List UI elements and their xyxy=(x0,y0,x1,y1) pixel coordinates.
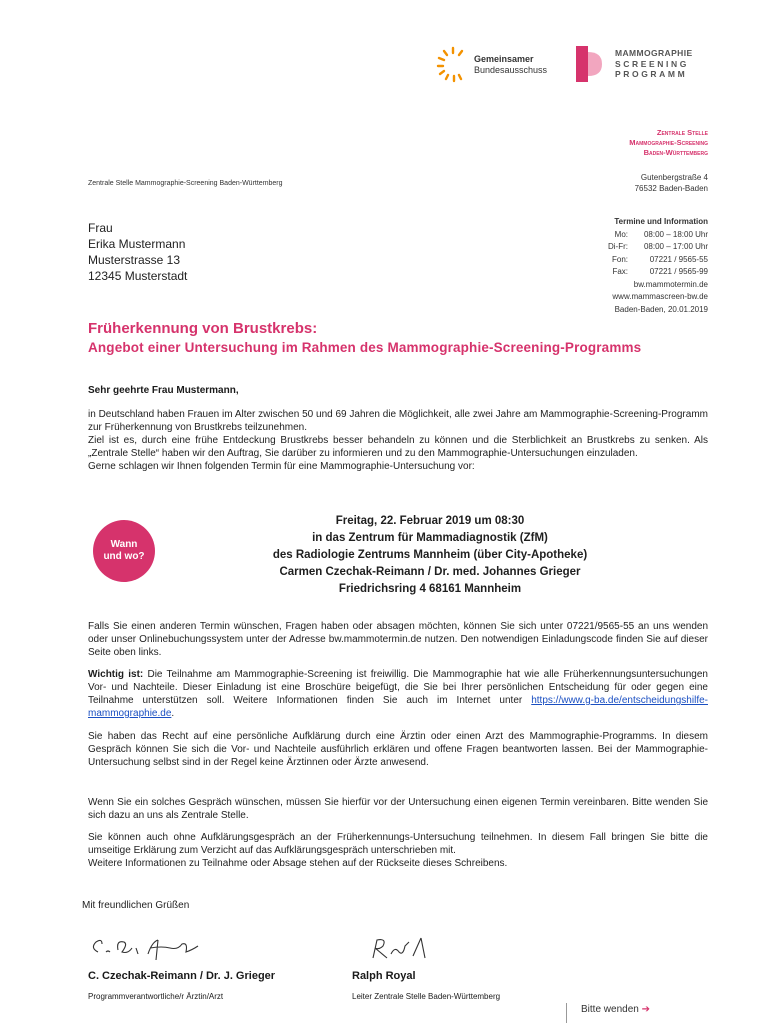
sender-block xyxy=(629,128,708,158)
recipient-address xyxy=(88,220,187,284)
recipient-salutation: Frau xyxy=(88,221,113,235)
sender-address xyxy=(635,172,708,194)
contact-label: Fax: xyxy=(612,267,628,276)
contact-heading: Termine und Information xyxy=(614,217,708,226)
pto-text: Bitte wenden xyxy=(581,1004,639,1015)
msp-line3: PROGRAMM xyxy=(615,69,688,79)
sender-line1: Zentrale Stelle xyxy=(656,128,708,137)
please-turn-over xyxy=(566,1003,650,1023)
right-paragraph: Sie haben das Recht auf eine persönliche Aufklärung durch eine Ärztin oder einen Arzt des Mammographie-Programms. In diesem Gespräch können Sie sich die Vor- und Nachteile ausführlich erklären und offene Fragen beantworten lassen. Bei der Mammographie-Untersuchung selbst sind in der Regel keine Ärztinnen oder Ärzte anwesend. xyxy=(88,731,708,768)
gba-logo-text xyxy=(474,54,547,76)
page-title: Früherkennung von Brustkrebs: xyxy=(88,320,318,337)
intro-text-3: Gerne schlagen wir Ihnen folgenden Termin für eine Mammographie-Untersuchung vor: xyxy=(88,461,475,472)
signature-2-icon xyxy=(365,932,435,964)
important-text: Die Teilnahme am Mammographie-Screening ist freiwillig. Die Mammographie hat wie alle Früherkennungsuntersuchungen Vor- und Nachteile. Dieser Einladung ist eine Broschüre beigefügt, die Sie bei Ihrer persönlichen Entscheidung für oder gegen eine Teilnahme unterstützen soll. Weitere Informationen finden Sie auch im Internet unter xyxy=(88,669,708,706)
letter-salutation: Sehr geehrte Frau Mustermann, xyxy=(88,385,239,396)
sender-city: 76532 Baden-Baden xyxy=(634,184,708,193)
contact-label: Fon: xyxy=(611,254,628,264)
important-label: Wichtig ist: xyxy=(88,669,144,680)
recipient-city: 12345 Musterstadt xyxy=(88,269,188,283)
letter-date: Baden-Baden, 20.01.2019 xyxy=(614,305,708,314)
msp-logo-text xyxy=(615,48,693,80)
gba-line1: Gemeinsamer xyxy=(474,54,534,64)
badge-line2: und wo? xyxy=(103,551,145,562)
appointment-line4: Carmen Czechak-Reimann / Dr. med. Johannes Grieger xyxy=(279,566,581,578)
recipient-name: Erika Mustermann xyxy=(88,237,186,251)
signer-1-role: Programmverantwortliche/r Ärztin/Arzt xyxy=(88,992,224,1001)
contact-value: 07221 / 9565-99 xyxy=(649,267,708,276)
signer-2-name: Ralph Royal xyxy=(352,970,416,982)
appointment-line2: in das Zentrum für Mammadiagnostik (ZfM) xyxy=(312,532,548,544)
without-paragraph xyxy=(88,831,708,870)
recipient-street: Musterstrasse 13 xyxy=(88,253,181,267)
contact-row xyxy=(600,254,708,267)
return-address-line: Zentrale Stelle Mammographie-Screening Baden-Württemberg xyxy=(88,180,283,187)
contact-value: 08:00 – 17:00 Uhr xyxy=(643,242,708,251)
signature-1-icon xyxy=(88,930,218,964)
signer-2-role: Leiter Zentrale Stelle Baden-Württemberg xyxy=(352,992,501,1001)
without-text-1: Sie können auch ohne Aufklärungsgespräch an der Früherkennungs-Untersuchung teilnehmen. In diesem Fall bringen Sie bitte die umseitige Erklärung zum Verzicht auf das Aufklärungsgespräch unterschrieben mit. xyxy=(88,832,708,856)
signer-1-name: C. Czechak-Reimann / Dr. J. Grieger xyxy=(88,970,276,982)
closing: Mit freundlichen Grüßen xyxy=(82,900,190,911)
important-end: . xyxy=(171,708,175,719)
wish-paragraph: Wenn Sie ein solches Gespräch wünschen, müssen Sie hierfür vor der Untersuchung einen eigenen Termin vereinbaren. Bitte wenden Sie sich dazu an uns als Zentrale Stelle. xyxy=(88,797,708,821)
sender-line3: Baden-Württemberg xyxy=(643,148,708,157)
without-text-2: Weitere Informationen zu Teilnahme oder Absage stehen auf der Rückseite dieses Schreibens. xyxy=(88,858,508,869)
appointment-line1: Freitag, 22. Februar 2019 um 08:30 xyxy=(335,515,525,527)
contact-web2[interactable]: www.mammascreen-bw.de xyxy=(612,292,708,301)
important-paragraph xyxy=(88,668,708,720)
msp-line2: SCREENING xyxy=(615,58,689,69)
msp-line1: MAMMOGRAPHIE xyxy=(615,48,693,58)
appointment-block xyxy=(230,513,630,598)
contact-web1[interactable]: bw.mammotermin.de xyxy=(633,279,708,289)
gba-line2: Bundesausschuss xyxy=(474,65,548,75)
when-where-badge xyxy=(93,520,155,582)
badge-line1: Wann xyxy=(110,539,138,550)
contact-row xyxy=(600,266,708,279)
appointment-line5: Friedrichsring 4 68161 Mannheim xyxy=(338,583,522,595)
change-paragraph: Falls Sie einen anderen Termin wünschen, Fragen haben oder absagen möchten, können Sie sich unter 07221/9565-55 an uns wenden oder unser Onlinebuchungssystem unter der Adresse bw.mammotermin.de nutzen. Den notwendigen Einladungscode finden Sie auf dieser Seite oben links. xyxy=(88,621,708,658)
sender-street: Gutenbergstraße 4 xyxy=(640,173,708,182)
contact-value: 08:00 – 18:00 Uhr xyxy=(643,229,708,239)
page-subtitle: Angebot einer Untersuchung im Rahmen des Mammographie-Screening-Programms xyxy=(88,340,642,355)
gba-link[interactable]: https://www.g-ba.de/entscheidungshilfe-mammographie.de xyxy=(88,695,708,719)
contact-label: Mo: xyxy=(614,229,628,239)
contact-block xyxy=(600,216,708,304)
intro-text-1: in Deutschland haben Frauen im Alter zwischen 50 und 69 Jahren die Möglichkeit, alle zwei Jahre am Mammographie-Screening-Programm zur Früherkennung von Brustkrebs teilzunehmen. xyxy=(88,409,708,433)
contact-row xyxy=(600,229,708,242)
contact-label: Di-Fr: xyxy=(608,242,628,251)
contact-row xyxy=(600,241,708,254)
intro-text-2: Ziel ist es, durch eine frühe Entdeckung Brustkrebs besser behandeln zu können und die Sterblichkeit an Brustkrebs zu senken. Als „Zentrale Stelle“ haben wir den Auftrag, Sie darüber zu informieren und zu den Mammographie-Untersuchungen einzuladen. xyxy=(88,435,708,459)
contact-value: 07221 / 9565-55 xyxy=(649,254,708,264)
sender-line2: Mammographie-Screening xyxy=(629,138,708,147)
arrow-right-icon: ➔ xyxy=(641,1004,650,1015)
intro-paragraph xyxy=(88,408,708,473)
appointment-line3: des Radiologie Zentrums Mannheim (über City-Apotheke) xyxy=(272,549,588,561)
